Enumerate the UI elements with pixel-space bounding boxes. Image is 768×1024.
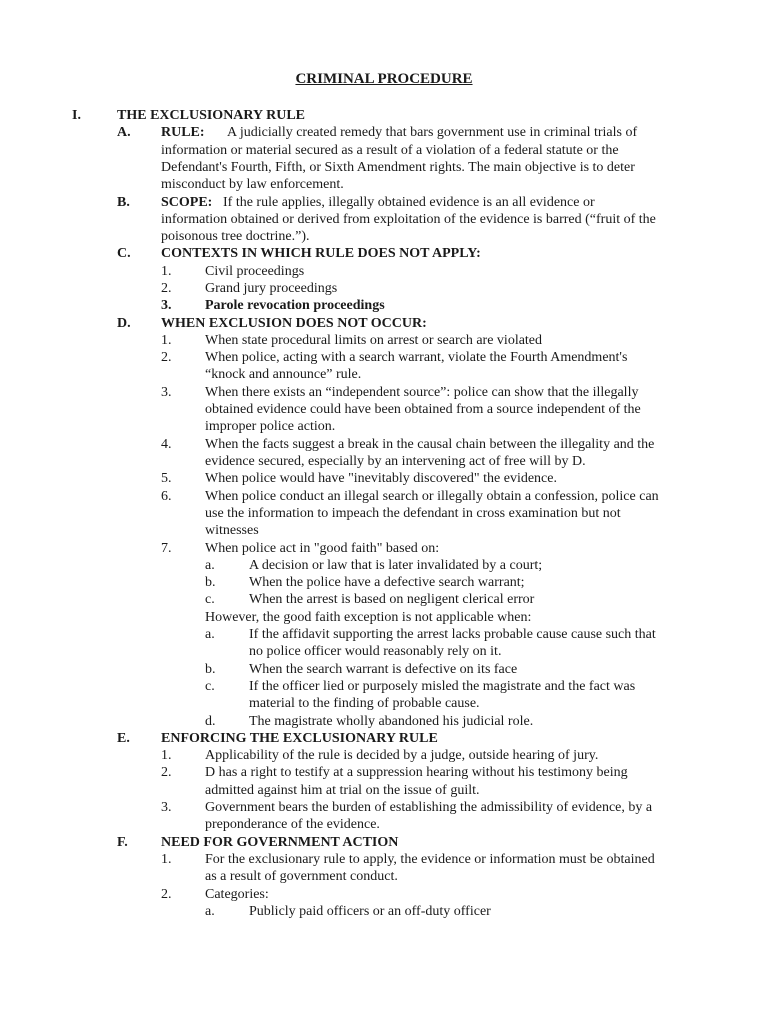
- good-faith-letter: a.: [205, 557, 215, 573]
- rule-text-line: A judicially created remedy that bars government use in criminal trials of: [227, 125, 638, 141]
- scope-text-line: If the rule applies, illegally obtained evidence is an all evidence or: [223, 194, 595, 210]
- enforcing-item-text: [205, 799, 652, 834]
- rule-text-line: Defendant's Fourth, Fifth, or Sixth Amendment rights. The main objective is to deter: [161, 159, 635, 175]
- exclusion-item-number: 5.: [161, 471, 172, 487]
- exception-text: [249, 713, 533, 730]
- exclusion-item-number: 2.: [161, 350, 172, 366]
- scope-label: SCOPE:: [161, 194, 213, 210]
- enforcing-item-text-line: Government bears the burden of establishing the admissibility of evidence, by a: [205, 800, 653, 815]
- exception-text: [249, 678, 635, 713]
- exclusion-item-text-line: When police, acting with a search warrant, violate the Fourth Amendment's: [205, 350, 628, 366]
- page-title: CRIMINAL PROCEDURE: [295, 71, 473, 87]
- category-text-line: Publicly paid officers or an off-duty officer: [249, 903, 491, 919]
- government-item-number: 2.: [161, 886, 172, 902]
- exclusion-item-text-line: When police would have "inevitably discovered" the evidence.: [205, 471, 557, 487]
- exclusion-item-text-line: When state procedural limits on arrest or search are violated: [205, 332, 543, 348]
- context-item-number: 2.: [161, 281, 172, 296]
- government-item-text: [205, 886, 269, 903]
- enforcing-item-text: [205, 764, 628, 799]
- exclusion-item-number: 3.: [161, 384, 172, 400]
- section-heading: THE EXCLUSIONARY RULE: [117, 108, 306, 123]
- government-item-number: 1.: [161, 851, 172, 867]
- good-faith-text: [249, 574, 525, 591]
- category-text: [249, 903, 491, 920]
- exclusion-item-number: 7.: [161, 540, 172, 556]
- section-a-letter: A.: [117, 125, 131, 141]
- exclusion-item-text: [205, 436, 654, 471]
- exclusion-item-text: [205, 540, 439, 557]
- section-d-letter: D.: [117, 315, 131, 331]
- exclusion-item-text-line: improper police action.: [205, 419, 336, 435]
- context-item-text: Parole revocation proceedings: [205, 298, 385, 314]
- enforcing-item-text-line: admitted against him at trial on the issue of guilt.: [205, 782, 480, 798]
- exclusion-item-text: [205, 488, 659, 540]
- exclusion-item-text-line: “knock and announce” rule.: [205, 367, 362, 383]
- exclusion-item-text-line: use the information to impeach the defendant in cross examination but not: [205, 505, 621, 521]
- good-faith-letter: b.: [205, 575, 216, 591]
- exception-letter: c.: [205, 678, 215, 694]
- enforcing-item-text-line: D has a right to testify at a suppression hearing without his testimony being: [205, 765, 628, 781]
- section-b-letter: B.: [117, 194, 130, 210]
- section-c-letter: C.: [117, 246, 131, 262]
- rule-text-line: information or material secured as a result of a violation of a federal statute or the: [161, 142, 619, 158]
- exception-letter: b.: [205, 661, 216, 677]
- exception-text: [249, 626, 656, 661]
- exclusion-item-number: 6.: [161, 488, 172, 504]
- exception-letter: a.: [205, 627, 215, 642]
- government-item-text: [205, 851, 655, 886]
- enforcing-item-text-line: preponderance of the evidence.: [205, 817, 380, 833]
- exclusion-item-text-line: witnesses: [205, 523, 259, 539]
- government-item-text-line: as a result of government conduct.: [205, 869, 398, 885]
- exclusion-item-text-line: When there exists an “independent source”: police can show that the illegally: [205, 384, 639, 400]
- exclusion-item-text-line: obtained evidence could have been obtained from a source independent of the: [205, 402, 641, 418]
- exclusion-item-text: [205, 332, 542, 349]
- category-letter: a.: [205, 903, 215, 919]
- rule-text-line: misconduct by law enforcement.: [161, 177, 344, 193]
- enforcing-item-number: 3.: [161, 800, 172, 815]
- context-item-text: Grand jury proceedings: [205, 281, 338, 296]
- however-text: However, the good faith exception is not applicable when:: [205, 609, 532, 625]
- exclusion-item-number: 1.: [161, 332, 172, 348]
- exception-text: [249, 661, 517, 678]
- exclusion-item-text-line: When police act in "good faith" based on:: [205, 540, 440, 556]
- good-faith-text: [249, 557, 542, 574]
- context-item-number: 1.: [161, 263, 172, 279]
- exception-text-line: The magistrate wholly abandoned his judicial role.: [249, 713, 534, 729]
- exclusion-item-text: [205, 470, 557, 487]
- section-e-heading: ENFORCING THE EXCLUSIONARY RULE: [161, 730, 438, 746]
- enforcing-item-text-line: Applicability of the rule is decided by a judge, outside hearing of jury.: [205, 748, 599, 764]
- exclusion-item-text-line: When the facts suggest a break in the causal chain between the illegality and the: [205, 436, 655, 452]
- exclusion-item-text-line: When police conduct an illegal search or illegally obtain a confession, police can: [205, 488, 659, 504]
- government-item-text-line: For the exclusionary rule to apply, the evidence or information must be obtained: [205, 851, 655, 867]
- good-faith-text: [249, 591, 534, 608]
- exception-text-line: If the affidavit supporting the arrest lacks probable cause cause such that: [249, 627, 656, 642]
- exception-letter: d.: [205, 713, 216, 729]
- section-f-letter: F.: [117, 834, 128, 850]
- exclusion-item-text: [205, 384, 641, 436]
- enforcing-item-text: [205, 747, 598, 764]
- context-item-number: 3.: [161, 298, 172, 314]
- section-f-heading: NEED FOR GOVERNMENT ACTION: [161, 834, 399, 850]
- enforcing-item-number: 1.: [161, 748, 172, 764]
- scope-text-line: information obtained or derived from exploitation of the evidence is barred (“fruit of the: [161, 211, 656, 227]
- section-c-heading: CONTEXTS IN WHICH RULE DOES NOT APPLY:: [161, 246, 481, 262]
- government-item-text-line: Categories:: [205, 886, 269, 902]
- good-faith-letter: c.: [205, 592, 215, 608]
- good-faith-text-line: A decision or law that is later invalidated by a court;: [249, 557, 543, 573]
- exclusion-item-text: [205, 349, 627, 384]
- good-faith-text-line: When the arrest is based on negligent clerical error: [249, 592, 535, 608]
- exclusion-item-text-line: evidence secured, especially by an intervening act of free will by D.: [205, 453, 586, 469]
- exception-text-line: When the search warrant is defective on its face: [249, 661, 518, 677]
- enforcing-item-number: 2.: [161, 765, 172, 781]
- exclusion-item-number: 4.: [161, 436, 172, 452]
- exception-text-line: no police officer would reasonably rely on it.: [249, 644, 502, 660]
- context-item-text: Civil proceedings: [205, 263, 305, 279]
- good-faith-text-line: When the police have a defective search warrant;: [249, 575, 525, 591]
- scope-text-line: poisonous tree doctrine.”).: [161, 229, 310, 245]
- section-e-letter: E.: [117, 730, 130, 746]
- rule-label: RULE:: [161, 125, 205, 141]
- section-numeral: I.: [72, 108, 81, 123]
- exception-text-line: If the officer lied or purposely misled the magistrate and the fact was: [249, 678, 636, 694]
- section-d-heading: WHEN EXCLUSION DOES NOT OCCUR:: [161, 315, 427, 331]
- exception-text-line: material to the finding of probable cause.: [249, 696, 480, 712]
